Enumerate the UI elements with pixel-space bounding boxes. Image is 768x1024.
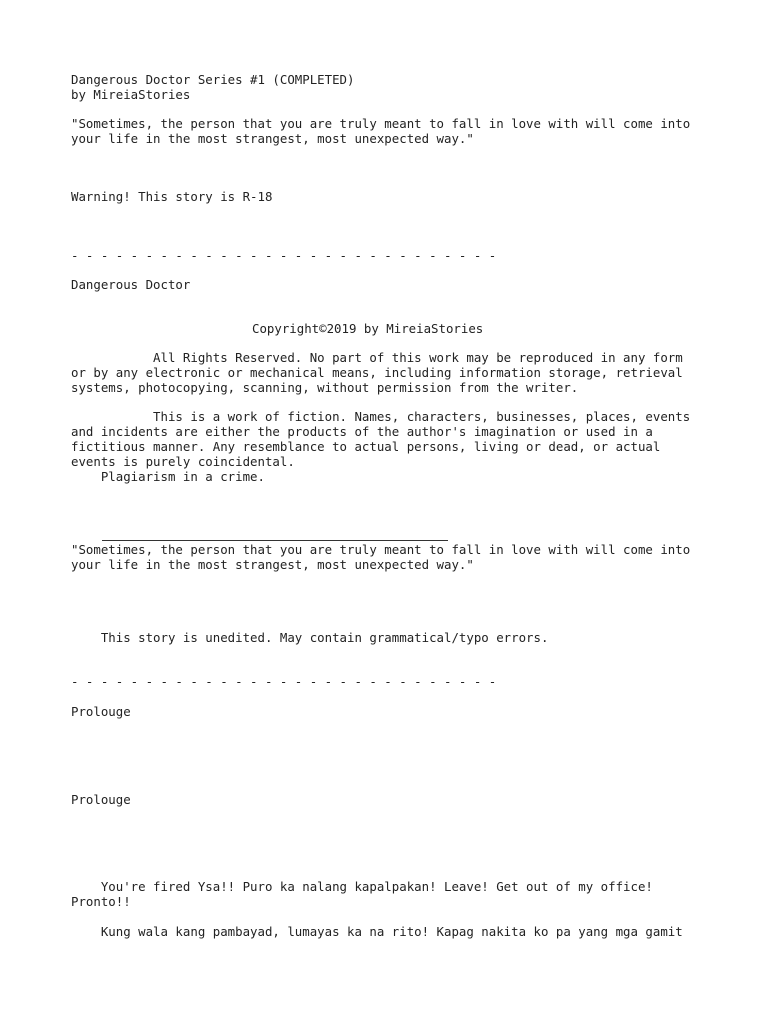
story-paragraph-1-line-1: You're fired Ysa!! Puro ka nalang kapalpakan! Leave! Get out of my office! bbox=[71, 879, 653, 894]
section-divider-1: - - - - - - - - - - - - - - - - - - - - - - - - - - - - - bbox=[71, 248, 497, 263]
horizontal-rule bbox=[102, 540, 448, 541]
story-paragraph-1-line-2: Pronto!! bbox=[71, 894, 131, 909]
section-divider-2: - - - - - - - - - - - - - - - - - - - - - - - - - - - - - bbox=[71, 674, 497, 689]
rights-line-1: All Rights Reserved. No part of this work may be reproduced in any form bbox=[71, 350, 683, 365]
prologue-heading: Prolouge bbox=[71, 704, 131, 719]
tagline-line-1: "Sometimes, the person that you are truly meant to fall in love with will come into bbox=[71, 116, 691, 131]
chapter-title: Dangerous Doctor bbox=[71, 277, 191, 292]
fiction-line-4: events is purely coincidental. bbox=[71, 454, 295, 469]
book-title: Dangerous Doctor Series #1 (COMPLETED) bbox=[71, 72, 355, 87]
rights-line-2: or by any electronic or mechanical means, including information storage, retrieval bbox=[71, 365, 683, 380]
tagline-repeat-line-2: your life in the most strangest, most unexpected way." bbox=[71, 557, 474, 572]
fiction-line-2: and incidents are either the products of the author's imagination or used in a bbox=[71, 424, 653, 439]
tagline-line-2: your life in the most strangest, most unexpected way." bbox=[71, 131, 474, 146]
fiction-line-3: fictitious manner. Any resemblance to actual persons, living or dead, or actual bbox=[71, 439, 661, 454]
book-author: by MireiaStories bbox=[71, 87, 191, 102]
prologue-heading-repeat: Prolouge bbox=[71, 792, 131, 807]
plagiarism-note: Plagiarism in a crime. bbox=[71, 469, 265, 484]
story-paragraph-2-line-1: Kung wala kang pambayad, lumayas ka na rito! Kapag nakita ko pa yang mga gamit bbox=[71, 924, 683, 939]
tagline-repeat-line-1: "Sometimes, the person that you are truly meant to fall in love with will come into bbox=[71, 542, 691, 557]
unedited-note: This story is unedited. May contain grammatical/typo errors. bbox=[71, 630, 549, 645]
rights-line-3: systems, photocopying, scanning, without permission from the writer. bbox=[71, 380, 579, 395]
warning-text: Warning! This story is R-18 bbox=[71, 189, 273, 204]
copyright-line: Copyright©2019 by MireiaStories bbox=[252, 321, 484, 336]
fiction-line-1: This is a work of fiction. Names, characters, businesses, places, events bbox=[71, 409, 691, 424]
